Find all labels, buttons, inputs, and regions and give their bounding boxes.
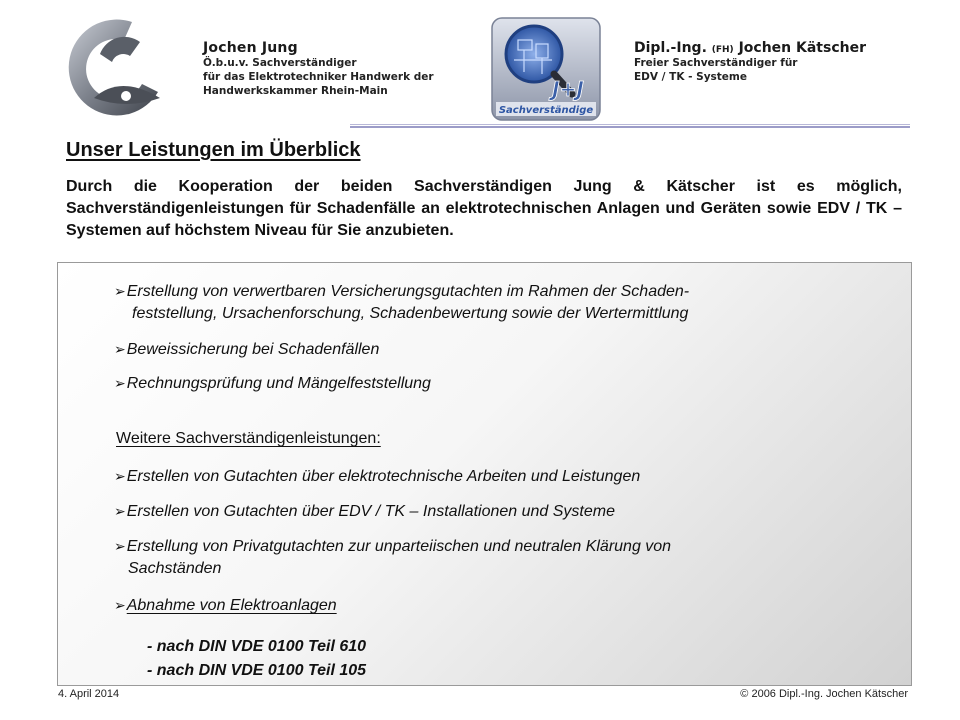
bullet-arrow-icon: ➢ (114, 468, 126, 484)
further-services-heading: Weitere Sachverständigenleistungen: (116, 430, 381, 447)
expert-jung-line: Handwerkskammer Rhein-Main (203, 85, 388, 97)
intro-paragraph: Durch die Kooperation der beiden Sachverständigen Jung & Kätscher ist es möglich, Sachverständigenleistungen für Schadenfälle an elektrotechnischen Anlagen und Geräten sowie EDV / TK – Systemen auf höchstem Niveau für Sie anzubieten. (66, 178, 902, 239)
svg-text:J+J: J+J (552, 77, 584, 101)
bullet-arrow-icon: ➢ (114, 341, 126, 357)
service-item (114, 372, 431, 395)
bullet-arrow-icon: ➢ (114, 538, 126, 554)
din-standard-item: - nach DIN VDE 0100 Teil 610 (147, 638, 367, 655)
expert-jung-info (203, 40, 434, 98)
bullet-arrow-icon: ➢ (114, 597, 126, 613)
expert-jung-line: für das Elektrotechniker Handwerk der (203, 71, 434, 83)
expert-kaetscher-fh: (FH) (711, 45, 734, 55)
expert-kaetscher-info (634, 40, 866, 84)
sachverstaendige-logo (490, 14, 602, 124)
company-logo-left (62, 14, 172, 124)
bullet-arrow-icon: ➢ (114, 503, 126, 519)
service-item-text-continued: Sachständen (128, 560, 222, 577)
header-divider (350, 124, 910, 128)
service-item (114, 465, 640, 488)
service-item (114, 535, 671, 580)
footer-copyright: © 2006 Dipl.-Ing. Jochen Kätscher (740, 688, 908, 700)
page-title: Unser Leistungen im Überblick (66, 139, 361, 161)
expert-kaetscher-title: Dipl.-Ing. (634, 40, 707, 56)
service-item-text: Abnahme von Elektroanlagen (126, 597, 337, 614)
service-item (114, 500, 615, 523)
service-item-text: Erstellen von Gutachten über EDV / TK – Installationen und Systeme (126, 503, 615, 520)
bullet-arrow-icon: ➢ (114, 283, 126, 299)
service-item (114, 594, 337, 617)
expert-jung-name: Jochen Jung (203, 40, 298, 56)
footer-date: 4. April 2014 (58, 688, 120, 700)
expert-jung-line: Ö.b.u.v. Sachverständiger (203, 57, 357, 69)
expert-kaetscher-line: EDV / TK - Systeme (634, 71, 747, 83)
service-item-text: Erstellung von verwertbaren Versicherungsgutachten im Rahmen der Schaden- (126, 283, 690, 300)
service-item (114, 338, 379, 361)
svg-text:Sachverständige: Sachverständige (498, 105, 594, 116)
din-standard-item: - nach DIN VDE 0100 Teil 105 (147, 662, 367, 679)
service-item-text: Erstellen von Gutachten über elektrotechnische Arbeiten und Leistungen (126, 468, 641, 485)
service-item-text-continued: feststellung, Ursachenforschung, Schadenbewertung sowie der Wertermittlung (132, 305, 689, 322)
service-item-text: Rechnungsprüfung und Mängelfeststellung (126, 375, 431, 392)
bullet-arrow-icon: ➢ (114, 375, 126, 391)
service-item-text: Erstellung von Privatgutachten zur unparteiischen und neutralen Klärung von (126, 538, 672, 555)
expert-kaetscher-fullname: Jochen Kätscher (738, 40, 866, 56)
expert-kaetscher-name (634, 40, 866, 56)
service-item-text: Beweissicherung bei Schadenfällen (126, 341, 380, 358)
expert-kaetscher-line: Freier Sachverständiger für (634, 57, 798, 69)
service-item (114, 280, 689, 325)
